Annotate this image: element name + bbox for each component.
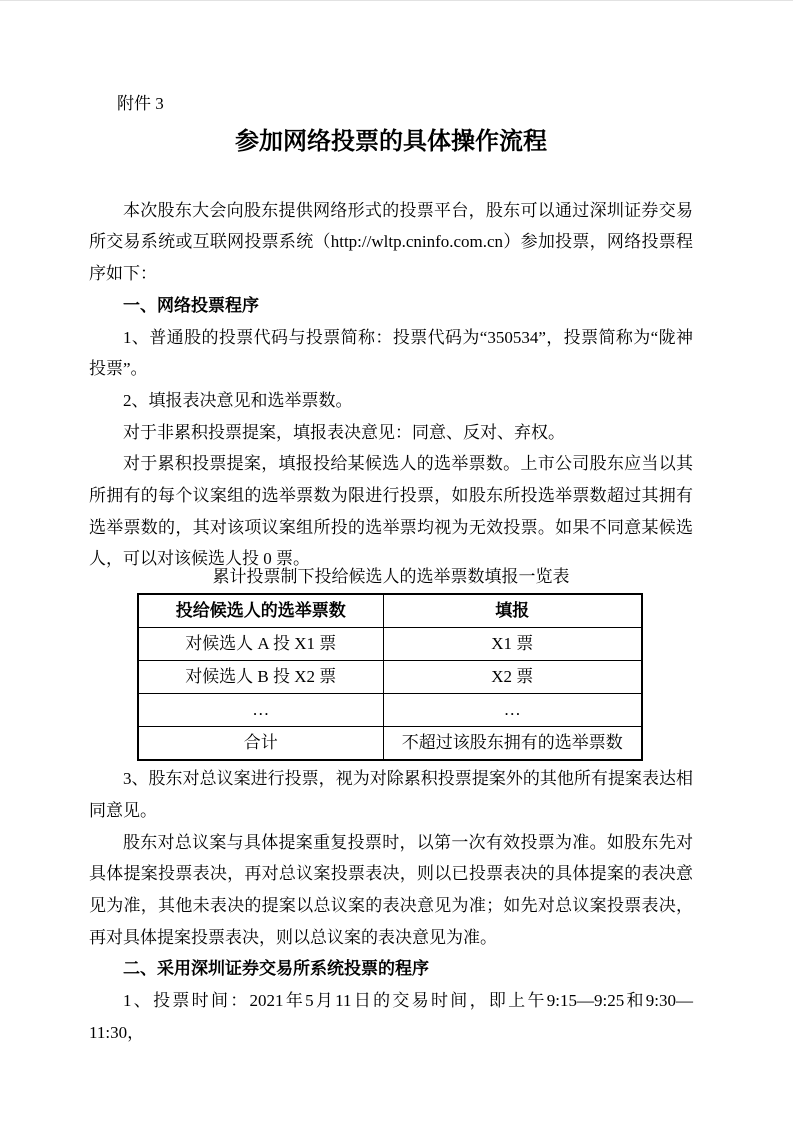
cumulative-voting-table: [137, 593, 643, 761]
attachment-label: 附件 3: [117, 94, 164, 113]
table-header-fill: 填报: [383, 594, 642, 628]
table-cell: 对候选人 B 投 X2 票: [138, 661, 383, 694]
page-title: 参加网络投票的具体操作流程: [235, 128, 547, 155]
table-cell: …: [138, 694, 383, 727]
table-row: [138, 628, 642, 661]
section2-heading: 二、采用深圳证券交易所系统投票的程序: [123, 959, 429, 979]
intro-paragraph: 本次股东大会向股东提供网络形式的投票平台，股东可以通过深圳证券交易所交易系统或互联网投票系统（http://wltp.cninfo.com.cn）参加投票，网络投票程序如下：: [89, 200, 693, 284]
section1-heading: 一、网络投票程序: [123, 295, 259, 315]
table-cell: …: [383, 694, 642, 727]
table-cell: X2 票: [383, 661, 642, 694]
table-row: [138, 694, 642, 727]
section2-paragraph-1: 1、投票时间：2021年5月11日的交易时间，即上午9:15—9:25和9:30—11:30，: [89, 991, 693, 1042]
table-caption: 累计投票制下投给候选人的选举票数填报一览表: [212, 567, 570, 587]
table-row: [138, 661, 642, 694]
section1-paragraph-5: 3、股东对总议案进行投票，视为对除累积投票提案外的其他所有提案表达相同意见。: [89, 769, 693, 820]
section1-paragraph-2: 2、填报表决意见和选举票数。: [123, 390, 353, 410]
table-header-row: [138, 594, 642, 628]
table-row: [138, 727, 642, 761]
section1-paragraph-4: 对于累积投票提案，填报投给某候选人的选举票数。上市公司股东应当以其所拥有的每个议案组的选举票数为限进行投票，如股东所投选举票数超过其拥有选举票数的，其对该项议案组所投的选举票均视为无效投票。如果不同意某候选人，可以对该候选人投 0 票。: [89, 454, 693, 569]
table-cell: X1 票: [383, 628, 642, 661]
section1-paragraph-6: 股东对总议案与具体提案重复投票时，以第一次有效投票为准。如股东先对具体提案投票表决，再对总议案投票表决，则以已投票表决的具体提案的表决意见为准，其他未表决的提案以总议案的表决意见为准；如先对总议案投票表决，再对具体提案投票表决，则以总议案的表决意见为准。: [89, 832, 693, 947]
table-cell: 对候选人 A 投 X1 票: [138, 628, 383, 661]
table-header-votes: 投给候选人的选举票数: [138, 594, 383, 628]
table-cell: 不超过该股东拥有的选举票数: [383, 727, 642, 761]
table-cell: 合计: [138, 727, 383, 761]
document-content: [89, 88, 693, 1048]
section1-paragraph-1: 1、普通股的投票代码与投票简称：投票代码为“350534”，投票简称为“陇神投票”。: [89, 327, 693, 379]
section1-paragraph-3: 对于非累积投票提案，填报表决意见：同意、反对、弃权。: [123, 422, 565, 442]
